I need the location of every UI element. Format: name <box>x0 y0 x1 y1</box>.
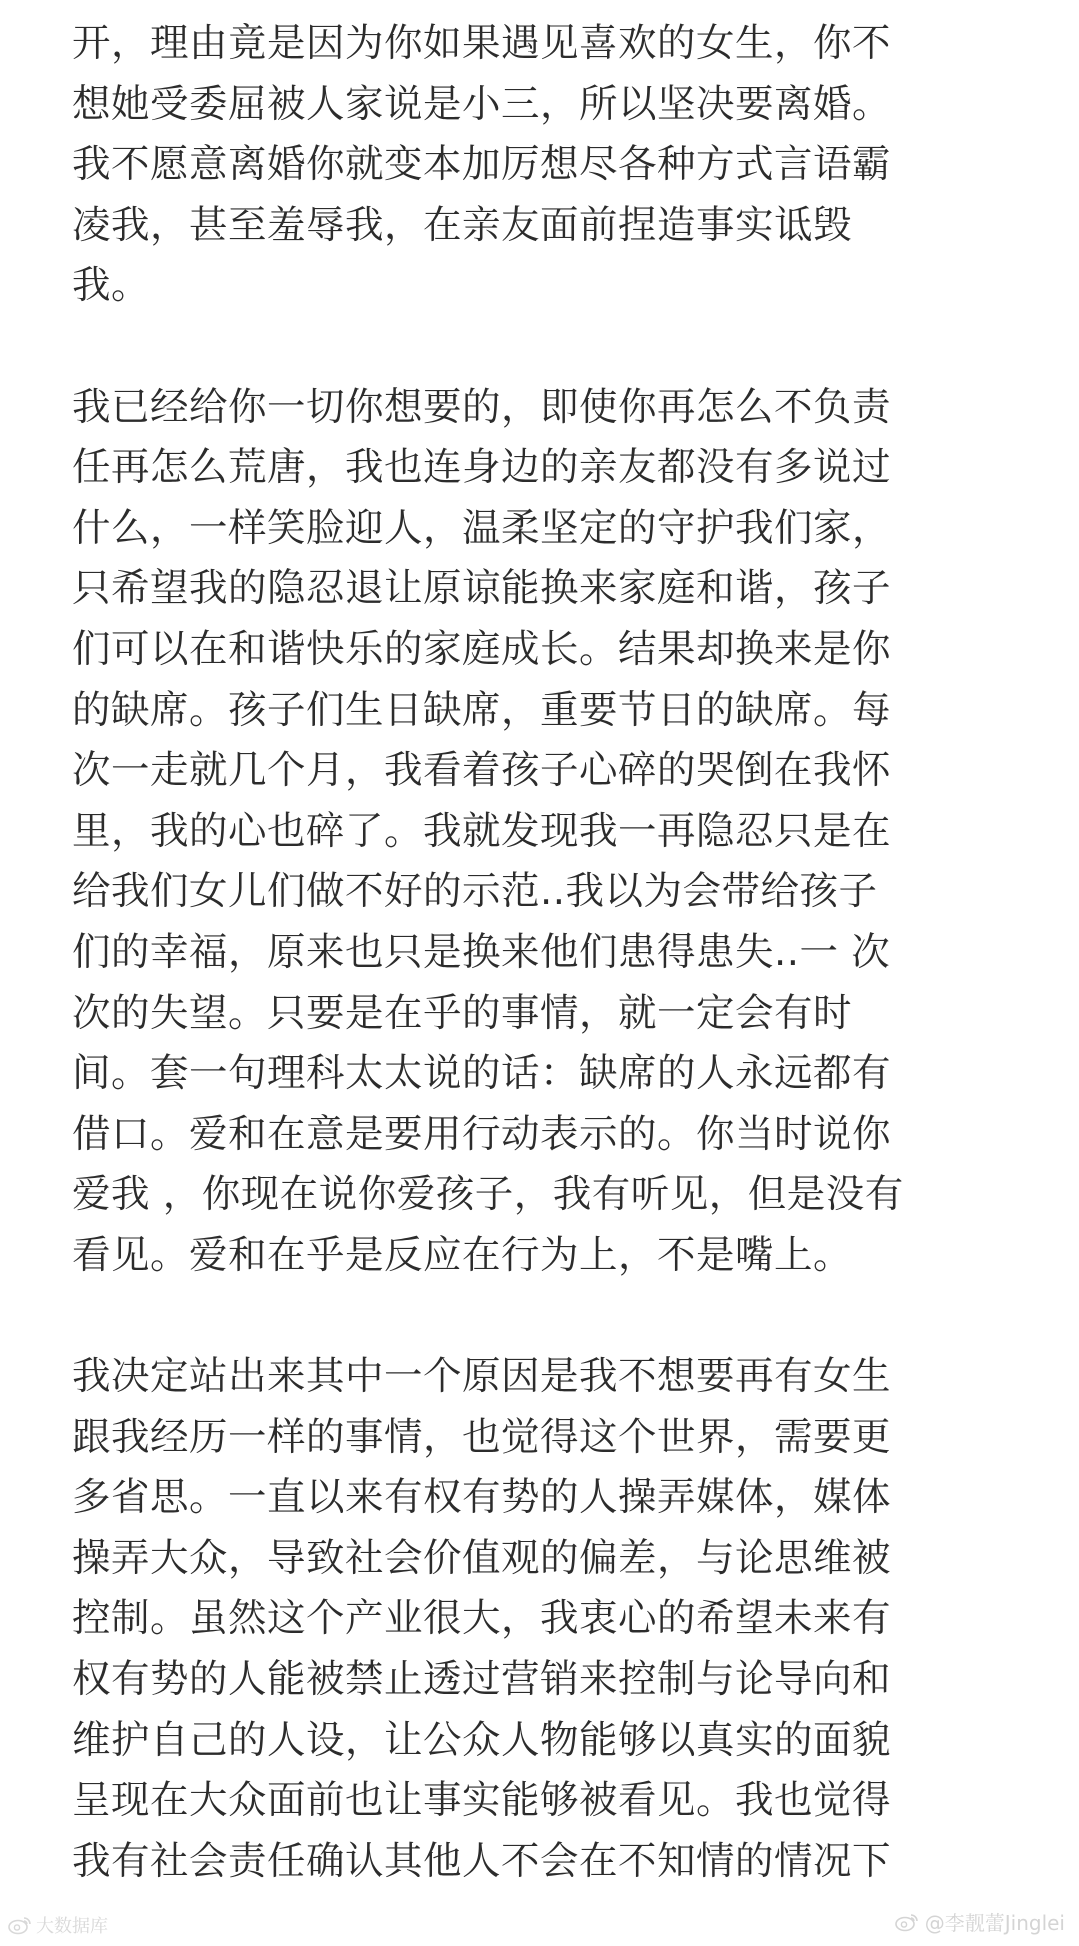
text-line: 什么，一样笑脸迎人，温柔坚定的守护我们家， <box>72 505 892 551</box>
text-line: 操弄大众，导致社会价值观的偏差，与论思维被 <box>72 1535 892 1581</box>
post-body-text <box>72 14 1012 1892</box>
text-line: 们可以在和谐快乐的家庭成长。结果却换来是你 <box>72 626 892 672</box>
text-line: 跟我经历一样的事情，也觉得这个世界，需要更 <box>72 1414 892 1460</box>
text-line: 开，理由竟是因为你如果遇见喜欢的女生，你不 <box>72 21 892 66</box>
paragraph <box>72 1347 1012 1892</box>
text-line: 我。 <box>72 263 151 309</box>
watermark-left <box>8 1912 108 1938</box>
text-line: 我有社会责任确认其他人不会在不知情的情况下 <box>72 1838 892 1884</box>
text-line: 只希望我的隐忍退让原谅能换来家庭和谐，孩子 <box>72 566 892 612</box>
text-line: 间。套一句理科太太说的话：缺席的人永远都有 <box>72 1051 892 1097</box>
watermark-right-text: @李靓蕾Jinglei <box>924 1911 1065 1935</box>
text-line: 凌我，甚至羞辱我，在亲友面前捏造事实诋毁 <box>72 202 853 248</box>
text-line: 多省思。一直以来有权有势的人操弄媒体，媒体 <box>72 1475 892 1521</box>
text-line: 看见。爱和在乎是反应在行为上，不是嘴上。 <box>72 1232 853 1278</box>
text-line: 控制。虽然这个产业很大，我衷心的希望未来有 <box>72 1596 892 1642</box>
text-line: 我已经给你一切你想要的，即使你再怎么不负责 <box>72 384 892 430</box>
paragraph-gap <box>72 1286 1012 1347</box>
paragraph-gap <box>72 317 1012 378</box>
text-line: 呈现在大众面前也让事实能够被看见。我也觉得 <box>72 1778 892 1824</box>
text-line: 我不愿意离婚你就变本加厉想尽各种方式言语霸 <box>72 142 892 188</box>
text-line: 想她受委屈被人家说是小三，所以坚决要离婚。 <box>72 81 892 127</box>
text-line: 任再怎么荒唐，我也连身边的亲友都没有多说过 <box>72 445 892 491</box>
text-line: 们的幸福，原来也只是换来他们患得患失..一 次 <box>72 929 891 975</box>
watermark-right <box>895 1907 1065 1936</box>
watermark-left-text: 大数据库 <box>36 1916 108 1937</box>
paragraph <box>72 378 1012 1287</box>
text-line: 里，我的心也碎了。我就发现我一再隐忍只是在 <box>72 808 892 854</box>
paragraph <box>72 14 1012 317</box>
text-line: 维护自己的人设，让公众人物能够以真实的面貌 <box>72 1717 892 1763</box>
text-line: 给我们女儿们做不好的示范..我以为会带给孩子 <box>72 869 878 915</box>
text-line: 爱我 ，你现在说你爱孩子，我有听见，但是没有 <box>72 1172 904 1218</box>
weibo-logo-icon <box>895 1912 919 1932</box>
text-line: 的缺席。孩子们生日缺席，重要节日的缺席。每 <box>72 687 892 733</box>
text-line: 次一走就几个月，我看着孩子心碎的哭倒在我怀 <box>72 748 892 794</box>
text-line: 次的失望。只要是在乎的事情，就一定会有时 <box>72 990 853 1036</box>
weibo-logo-icon <box>8 1915 32 1935</box>
text-line: 权有势的人能被禁止透过营销来控制与论导向和 <box>72 1657 892 1703</box>
text-line: 我决定站出来其中一个原因是我不想要再有女生 <box>72 1354 892 1400</box>
text-line: 借口。爱和在意是要用行动表示的。你当时说你 <box>72 1111 892 1157</box>
